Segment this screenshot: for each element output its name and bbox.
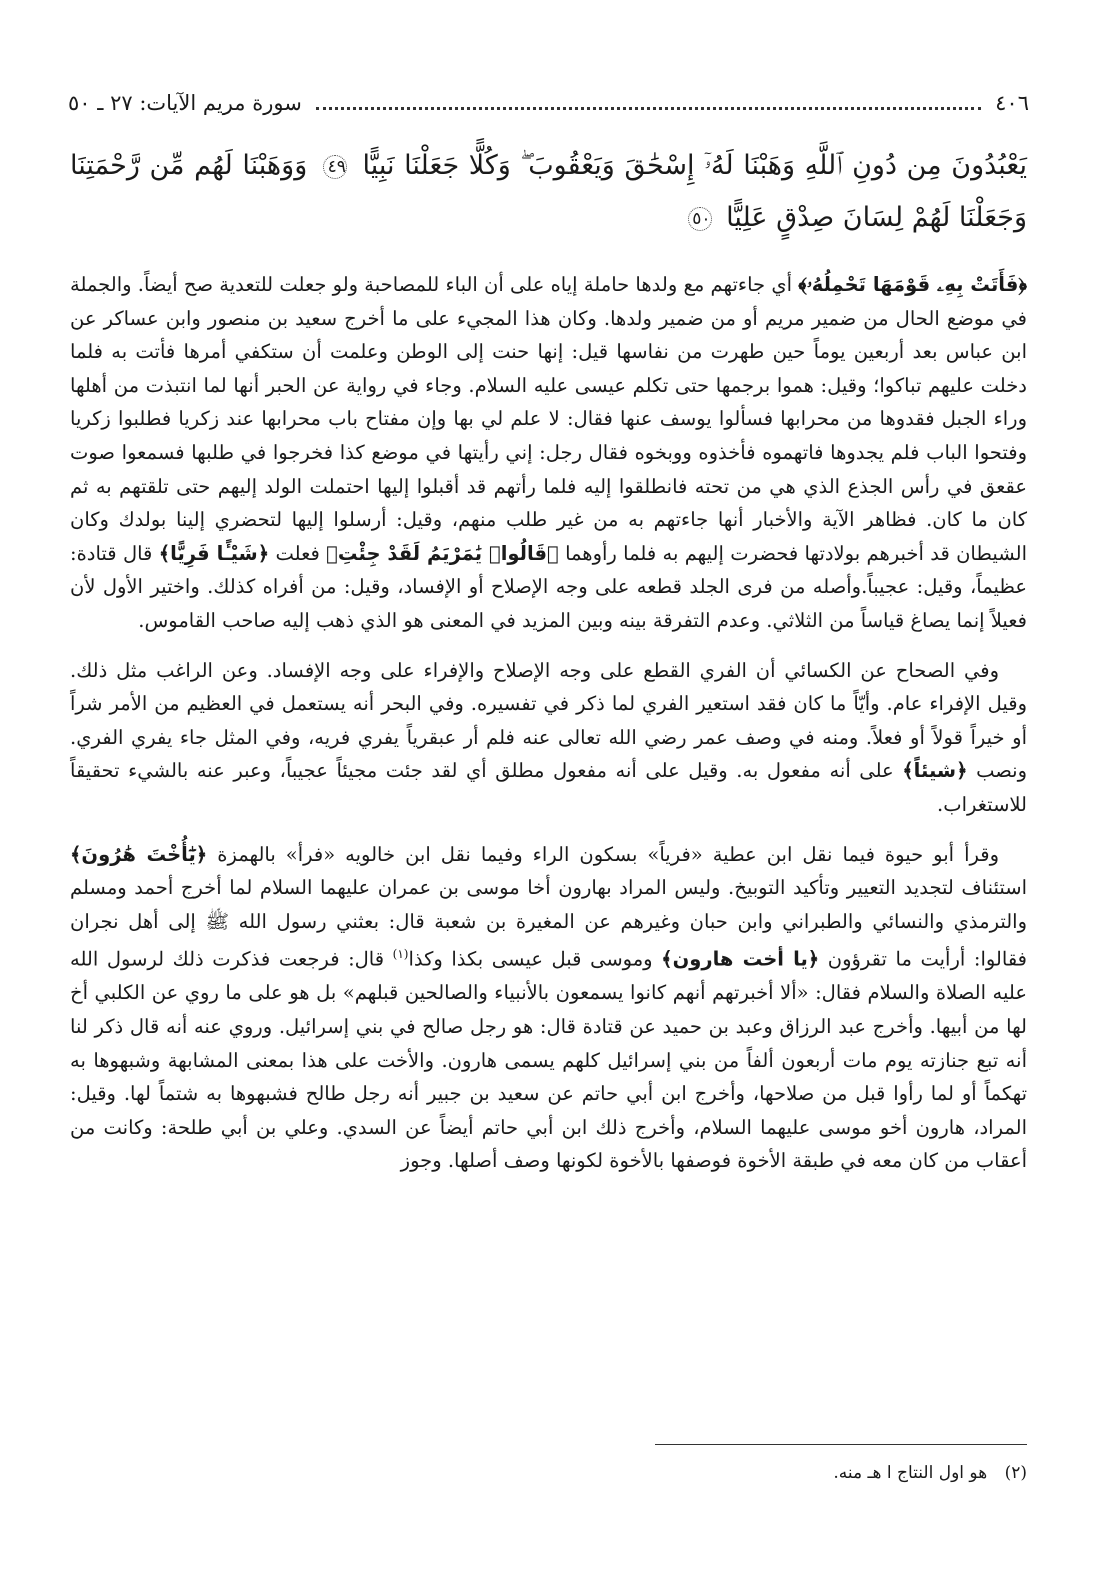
paragraph-text: قال قتادة: عظيماً، وقيل: عجيباً.وأصله من فرى الجلد قطعه على وجه الإصلاح أو الإفساد، وقيل: من أفراه كذلك. واختير الأول لأن فعيلاً إنما يصاغ قياساً من الثلاثي. وعدم التفرقة بينه وبين المزيد في المعنى هو الذي ذهب إليه صاحب القاموس. [70, 541, 1027, 632]
paragraph [70, 838, 1027, 1178]
footnote-divider [655, 1444, 1027, 1445]
paragraph [70, 654, 1027, 822]
paragraph [70, 268, 1027, 638]
paragraph-text: أي جاءتهم مع ولدها حاملة إياه على أن الباء للمصاحبة ولو جعلت للتعدية صح أيضاً. والجملة في موضع الحال من ضمير مريم أو من ضمير ولدها. وكان هذا المجيء على ما أخرج سعيد بن منصور وابن عساكر عن ابن عباس بعد أربعين يوماً حين طهرت من نفاسها قيل: إنها حنت إلى الوطن وعلمت أن ستكفي أمرها فأتت به فلما دخلت عليهم تباكوا؛ وقيل: هموا برجمها حتى تكلم عيسى عليه السلام. وجاء في رواية عن الحبر أنها لما انتبذت من أهلها وراء الجبل فقدوها من محرابها فسألوا يوسف عنها فقال: لا علم لي بها وإن مفتاح باب محرابها عند زكريا فطلبوا زكريا وفتحوا الباب فلم يجدوها فاتهموه فأخذوه ووبخوه فقال رجل: إني رأيتها في موضع كذا فخرجوا في طلبها فسمعوا صوت عقعق في رأس الجذع الذي هي من تحته فانطلقوا إليه فلما رأتهم قد أقبلوا إليها احتملت الولد إليهم حتى تلقتهم به ثم كان ما كان. فظاهر الآية والأخبار أنها جاءتهم به من غير طلب منهم، وقيل: أرسلوا إليها لتحضري إلينا بولدك وكان الشيطان قد أخبرهم بولادتها فحضرت إليهم به فلما رأوهما [70, 273, 1027, 565]
paragraph-text: على أنه مفعول به. وقيل على أنه مفعول مطلق أي لقد جئت مجيئاً عجيباً، وعبر عنه بالشيء تحقيقاً للاستغراب. [70, 759, 1027, 816]
footnote-marker: (٢) [1004, 1463, 1027, 1483]
paragraph-text: قال: فرجعت فذكرت ذلك لرسول الله عليه الصلاة والسلام فقال: «ألا أخبرتهم أنهم كانوا يسمعون بالأنبياء والصالحين قبلهم» بل هو على ما روي عن الكلبي أخ لها من أبيها. وأخرج عبد الرزاق وعبد بن حميد عن قتادة قال: هو رجل صالح في بني إسرائيل. وروي عنه أنه قال ذكر لنا أنه تبع جنازته يوم مات أربعون ألفاً من بني إسرائيل كلهم يسمى هارون. والأخت على هذا بمعنى المشابهة وشبهوها به تهكماً أو لما رأوا قبل من صلاحها، وأخرج ابن أبي حاتم عن سعيد بن جبير أنه رجل طالح فشبهوها به شتماً لها. وقيل: المراد، هارون أخو موسى عليهما السلام، وأخرج ذلك ابن أبي حاتم أيضاً عن السدي. وعلي بن أبي طلحة: وكانت من أعقاب من كان معه في طبقة الأخوة فوصفها بالأخوة لكونها وصف أصلها. وجوز [70, 947, 1027, 1173]
footnote-reference: (١) [392, 947, 409, 962]
verse-number: ٤٩ [323, 155, 347, 179]
verse-text: يَعْبُدُونَ مِن دُونِ ٱللَّهِ وَهَبْنَا لَهُۥٓ إِسْحَٰقَ وَيَعْقُوبَ ۖ وَكُلًّا جَعَلْنَا نَبِيًّا [362, 150, 1027, 181]
paragraph-text: استئناف لتجديد التعيير وتأكيد التوبيخ. وليس المراد بهارون أخا موسى بن عمران عليهما السلام لما أخرج أحمد ومسلم والترمذي والنسائي والطبراني وابن حبان وغيرهم عن المغيرة بن شعبة قال: بعثني رسول الله ﷺ إلى أهل نجران فقالوا: أرأيت ما تقرؤون [70, 876, 1028, 971]
paragraph-text: وموسى قبل عيسى بكذا وكذا [408, 947, 662, 971]
quran-quote: ﴿فَأَتَتْ بِهِۦ قَوْمَهَا تَحْمِلُهُۥ﴾ [798, 273, 1027, 296]
commentary-body [70, 268, 1027, 1194]
footnote [70, 1460, 1027, 1486]
quran-quote: ﴿شيئاً﴾ [902, 759, 968, 783]
quran-quote: ﴿يا أخت هارون﴾ [661, 947, 820, 971]
verse-text: وَوَهَبْنَا لَهُم مِّن رَّحْمَتِنَا وَجَعَلْنَا لَهُمْ لِسَانَ صِدْقٍ عَلِيًّا [70, 150, 1027, 233]
paragraph-text: فعلت [269, 541, 327, 565]
paragraph-text: وفي الصحاح عن الكسائي أن الفري القطع على وجه الإصلاح والإفراء على وجه الإفساد. وعن الراغب مثل ذلك. وقيل الإفراء عام. وأيّاً ما كان فقد استعير الفري لما ذكر في تفسيره. وفي البحر أنه يستعمل في العظيم من الأمر شراً أو خيراً قولاً أو فعلاً. ومنه في وصف عمر رضي الله تعالى عنه فلم أر عبقرياً يفري فريه، وفي المثل جاء يفري الفري. ونصب [70, 658, 1027, 783]
page-number: ٤٠٦ [995, 91, 1029, 115]
running-header [68, 88, 1029, 118]
paragraph-text: وقرأ أبو حيوة فيما نقل ابن عطية «فرياً» بسكون الراء وفيما نقل ابن خالويه «فرأ» بالهمزة [207, 842, 999, 866]
quran-quote: ﴿يَٰٓأُخْتَ هَٰرُونَ﴾ [70, 842, 208, 866]
footnote-text: هو اول النتاج ا هـ منه. [833, 1463, 988, 1483]
quran-quote: ﴿شَيْـًٔا فَرِيًّا﴾ [158, 541, 270, 565]
quran-quote: ﴿قَالُوا۟ يَٰمَرْيَمُ لَقَدْ جِئْتِ﴾ [326, 541, 559, 565]
header-dot-leader [316, 107, 981, 110]
quran-verses [70, 140, 1027, 244]
verse-number: ٥٠ [688, 207, 712, 231]
running-title: سورة مريم الآيات: ٢٧ ـ ٥٠ [68, 91, 302, 115]
